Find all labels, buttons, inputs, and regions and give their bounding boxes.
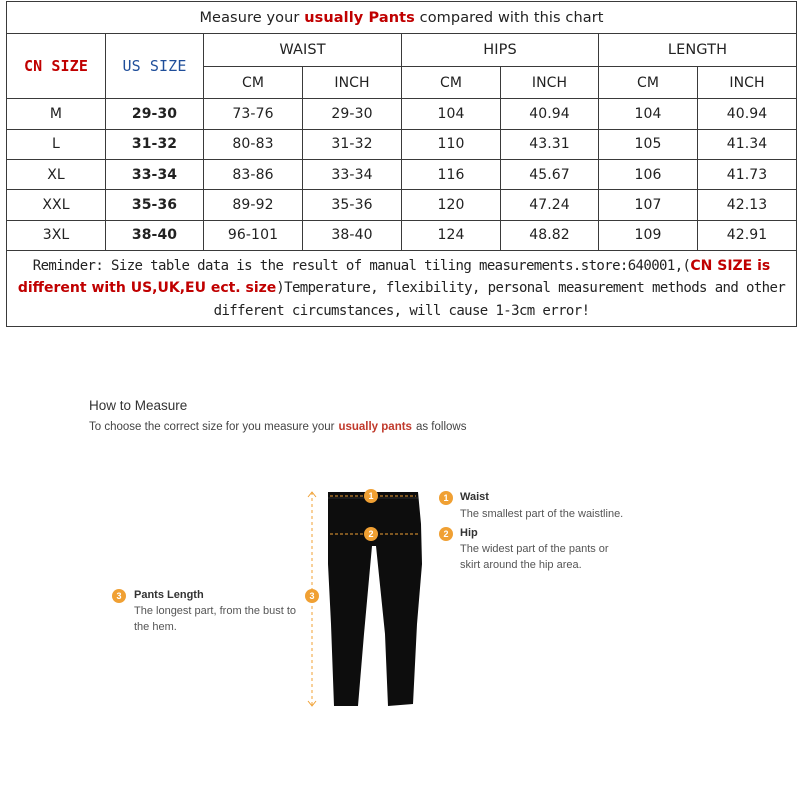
hips-inch-cell: 48.82 xyxy=(501,220,599,250)
waist-inch-cell: 33-34 xyxy=(303,160,402,190)
length-marker-badge: 3 xyxy=(305,589,319,603)
cn-size-cell: XXL xyxy=(7,190,106,220)
waist-label: Waist xyxy=(460,491,489,503)
unit-header: INCH xyxy=(303,66,402,98)
us-size-cell: 29-30 xyxy=(106,99,204,129)
subtitle-highlight: usually pants xyxy=(338,421,412,433)
waist-cm-cell: 89-92 xyxy=(204,190,303,220)
length-inch-cell: 40.94 xyxy=(698,99,797,129)
hip-label: Hip xyxy=(460,527,478,539)
how-to-measure-subtitle: To choose the correct size for you measure your usually pants as follows xyxy=(89,421,467,433)
unit-header: INCH xyxy=(501,66,599,98)
length-number-badge: 3 xyxy=(112,589,126,603)
waist-description: The smallest part of the waistline. xyxy=(460,508,624,520)
length-description: The longest part, from the bust to the hem. xyxy=(134,605,297,633)
unit-header: CM xyxy=(599,66,698,98)
waist-cm-cell: 83-86 xyxy=(204,160,303,190)
waist-inch-cell: 31-32 xyxy=(303,129,402,159)
length-cm-cell: 106 xyxy=(599,160,698,190)
table-row xyxy=(7,220,797,250)
hips-inch-cell: 47.24 xyxy=(501,190,599,220)
length-inch-cell: 42.91 xyxy=(698,220,797,250)
hips-inch-cell: 45.67 xyxy=(501,160,599,190)
cn-size-cell: M xyxy=(7,99,106,129)
size-chart-table xyxy=(6,1,797,327)
waist-inch-cell: 38-40 xyxy=(303,220,402,250)
unit-header: CM xyxy=(402,66,501,98)
title-highlight: usually Pants xyxy=(304,9,415,26)
length-header: LENGTH xyxy=(599,34,797,66)
length-inch-cell: 41.34 xyxy=(698,129,797,159)
unit-header: CM xyxy=(204,66,303,98)
table-row xyxy=(7,129,797,159)
cn-size-header: CN SIZE xyxy=(7,34,106,99)
waist-inch-cell: 35-36 xyxy=(303,190,402,220)
hips-cm-cell: 120 xyxy=(402,190,501,220)
us-size-cell: 35-36 xyxy=(106,190,204,220)
hips-cm-cell: 110 xyxy=(402,129,501,159)
us-size-cell: 31-32 xyxy=(106,129,204,159)
table-row xyxy=(7,99,797,129)
reminder-highlight: CN SIZE is different with US,UK,EU ect. size xyxy=(17,257,771,297)
us-size-cell: 38-40 xyxy=(106,220,204,250)
cn-size-cell: XL xyxy=(7,160,106,190)
waist-marker-badge: 1 xyxy=(364,489,378,503)
cn-size-cell: 3XL xyxy=(7,220,106,250)
unit-header: INCH xyxy=(698,66,797,98)
how-to-measure-title: How to Measure xyxy=(89,398,188,413)
waist-cm-cell: 80-83 xyxy=(204,129,303,159)
waist-cm-cell: 96-101 xyxy=(204,220,303,250)
us-size-cell: 33-34 xyxy=(106,160,204,190)
cn-size-cell: L xyxy=(7,129,106,159)
waist-cm-cell: 73-76 xyxy=(204,99,303,129)
hips-cm-cell: 104 xyxy=(402,99,501,129)
length-cm-cell: 107 xyxy=(599,190,698,220)
us-size-header: US SIZE xyxy=(106,34,204,99)
table-row xyxy=(7,190,797,220)
hip-marker-badge: 2 xyxy=(364,527,378,541)
waist-inch-cell: 29-30 xyxy=(303,99,402,129)
hip-number-badge: 2 xyxy=(439,527,453,541)
length-cm-cell: 104 xyxy=(599,99,698,129)
pants-silhouette xyxy=(328,492,422,706)
waist-header: WAIST xyxy=(204,34,402,66)
table-title: Measure your usually Pants compared with this chart xyxy=(7,2,797,34)
length-label: Pants Length xyxy=(134,589,204,601)
hips-header: HIPS xyxy=(402,34,599,66)
table-row xyxy=(7,160,797,190)
length-inch-cell: 41.73 xyxy=(698,160,797,190)
hips-cm-cell: 124 xyxy=(402,220,501,250)
waist-number-badge: 1 xyxy=(439,491,453,505)
hips-inch-cell: 43.31 xyxy=(501,129,599,159)
hip-description: The widest part of the pants or skirt around the hip area. xyxy=(460,543,609,571)
length-cm-cell: 105 xyxy=(599,129,698,159)
hips-cm-cell: 116 xyxy=(402,160,501,190)
reminder-note: Reminder: Size table data is the result of manual tiling measurements.store:640001,(CN SIZE is different with US,UK,EU ect. size)Temperature, flexibility, personal measurement methods and other different circumstances, will cause 1-3cm error! xyxy=(7,251,797,327)
hips-inch-cell: 40.94 xyxy=(501,99,599,129)
length-cm-cell: 109 xyxy=(599,220,698,250)
length-inch-cell: 42.13 xyxy=(698,190,797,220)
